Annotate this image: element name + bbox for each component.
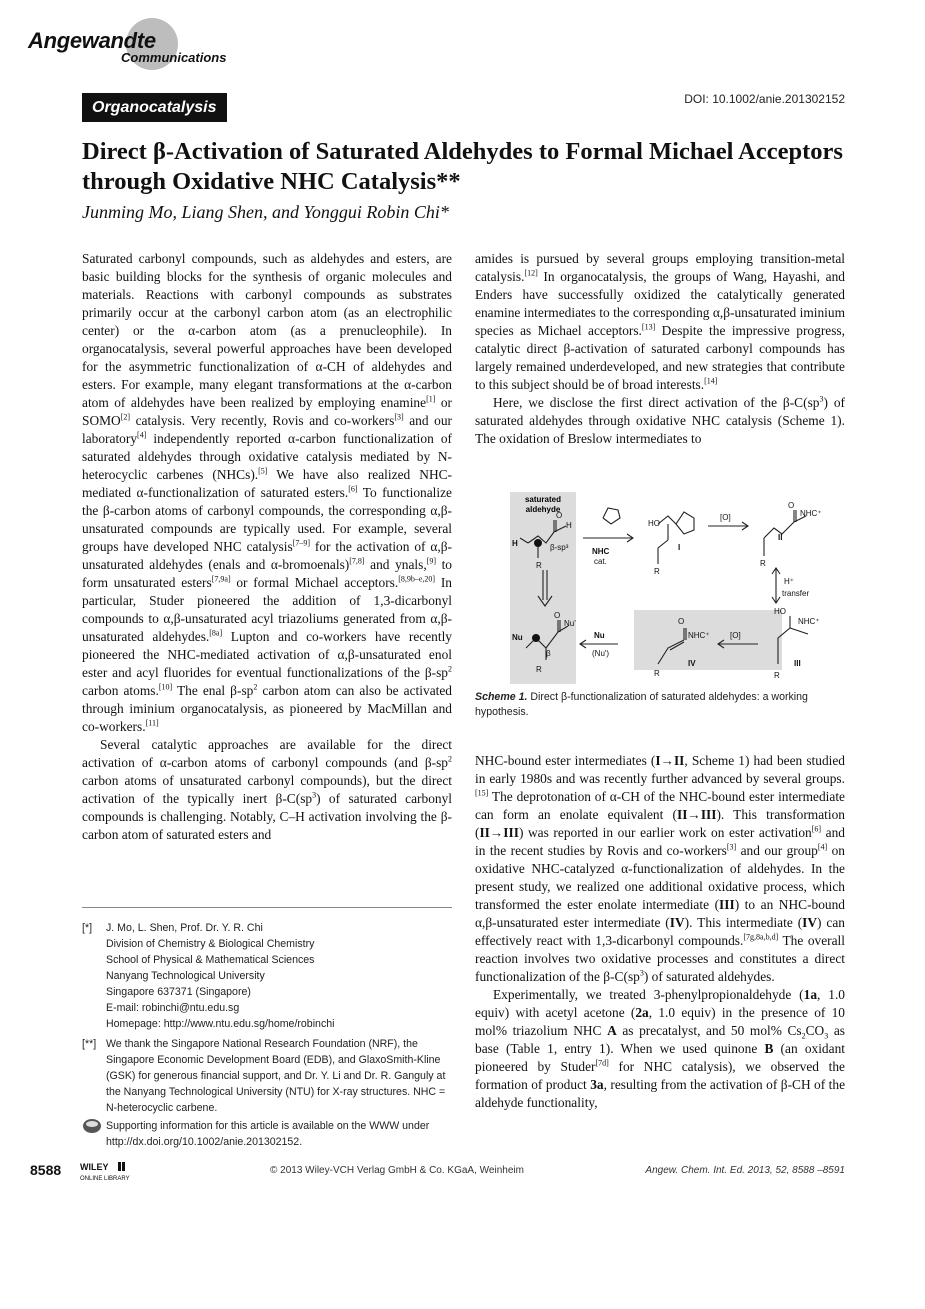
footnote-thanks: We thank the Singapore National Research Foundation (NRF), the Singapore Economic Development Board (EDB), and GlaxoSmith-Kline (GSK) for generous financial support, and Dr. Y. Li and Dr. R. Ganguly at the Nanyang Technological University (NTU) for X-ray structures. NHC = N-heterocyclic carbene. (106, 1038, 446, 1114)
supporting-information (82, 1118, 454, 1150)
email-line[interactable]: E-mail: robinchi@ntu.edu.sg (106, 1002, 240, 1014)
svg-text:(Nu'): (Nu') (592, 649, 610, 658)
svg-text:Nu: Nu (512, 633, 523, 642)
svg-text:II: II (778, 533, 783, 542)
footnote-address-body (106, 920, 454, 1032)
scheme-label-aldehyde: aldehyde (525, 505, 561, 514)
svg-text:R: R (536, 665, 542, 674)
svg-text:NHC⁺: NHC⁺ (798, 617, 820, 626)
svg-text:III: III (794, 659, 801, 668)
svg-text:R: R (774, 671, 780, 680)
svg-text:NHC⁺: NHC⁺ (688, 631, 710, 640)
svg-text:R: R (760, 559, 766, 568)
scheme-1-diagram (508, 488, 846, 688)
journal-citation: Angew. Chem. Int. Ed. 2013, 52, 8588 –8591 (645, 1165, 845, 1176)
svg-text:NHC: NHC (592, 547, 610, 556)
svg-text:ONLINE LIBRARY: ONLINE LIBRARY (80, 1176, 130, 1182)
footnote-acknowledgement (82, 1036, 454, 1116)
paragraph: Experimentally, we treated 3-phenylpropionaldehyde (1a, 1.0 equiv) with acetyl acetone (2a, 1.0 equiv) in the presence of 10 mol% triazolium NHC A as precatalyst, and 50 mol% $Cs_2CO_3$ as base (Table 1, entry 1). When we used quinone B (an oxidant pioneered by Studer[7d] for NHC catalysis), we observed the formation of product 3a, resulting from the activation of β-CH of the aldehyde functionality, (475, 987, 846, 1110)
paragraph: Saturated carbonyl compounds, such as aldehydes and esters, are basic building blocks for the synthesis of organic molecules and materials. Reactions with carbonyl compounds as substrates primarily occur at the carbonyl carbon atom (as an electrophilic center) or the α-carbon atom (as a prenucleophile). In organocatalysis, several powerful approaches have been developed for the asymmetric functionalization of α-CH of aldehydes and esters. For example, many elegant transformations at the α-carbon atom of aldehydes have been realized by employing enamine[1] or SOMO[2] catalysis. Very recently, Rovis and co-workers[3] and our laboratory[4] independently reported α-carbon functionalization of saturated aldehydes through oxidative catalysis mediated by N-heterocyclic carbenes (NHCs).[5] We have also realized NHC-mediated α-functionalization of saturated esters.[6] To functionalize the β-carbon atoms of carbonyl compounds, the corresponding α,β-unsaturated compounds are typically used. For example, several groups have developed NHC catalysis[7–9] for the activation of α,β-unsaturated aldehydes (enals and α-bromoenals)[7,8] and ynals,[9] to form unsaturated esters[7,9a] or formal Michael acceptors.[8,9b–e,20] In particular, Studer pioneered the addition of 1,3-dicarbonyl compounds to α,β-unsaturated acyl triazoliums generated from α,β-unsaturated aldehydes.[8a] Lupton and co-workers have recently pioneered the NHC-mediated activation of α,β-unsaturated enol ester and acyl fluorides for eventual functionalizations of the $\beta-sp^2$ carbon atoms.[10] The enal $\beta-sp^2$ carbon atom can also be activated through iminium organocatalysis, as pioneered by MacMillan and co-workers.[11] (82, 251, 453, 734)
doi: DOI: 10.1002/anie.201302152 (684, 92, 845, 106)
scheme-highlight-box-iv (634, 610, 782, 670)
footnote-mark: [*] (82, 922, 93, 934)
body-column-left (82, 250, 452, 844)
svg-text:O: O (788, 501, 795, 510)
svg-text:cat.: cat. (594, 557, 607, 566)
address-line: Singapore 637371 (Singapore) (106, 986, 251, 998)
svg-text:[O]: [O] (730, 631, 741, 640)
svg-text:H: H (566, 521, 572, 530)
scheme-label-saturated-aldehyde: saturated (524, 495, 562, 504)
address-line: Division of Chemistry & Biological Chemistry (106, 938, 315, 950)
footnote-address (82, 920, 454, 1032)
journal-logo (28, 18, 258, 78)
supporting-info-text[interactable]: Supporting information for this article is available on the WWW under http://dx.doi.org/10.1002/anie.201302152. (106, 1120, 430, 1148)
svg-text:transfer: transfer (782, 589, 810, 598)
paragraph: amides is pursued by several groups employing transition-metal catalysis.[12] In organocatalysis, the groups of Wang, Hayashi, and Enders have successfully oxidized the catalytically generated enamine intermediates to the corresponding α,β-unsaturated iminium species as Michael acceptors.[13] Despite the impressive progress, catalytic direct β-activation of saturated carbonyl compounds has largely remained underdeveloped, and new strategies that contribute to this subject should be of broad interests.[14] (475, 251, 845, 392)
svg-text:O: O (556, 511, 563, 520)
page-number: 8588 (30, 1162, 62, 1178)
scheme-caption-text: Direct β-functionalization of saturated aldehydes: a working hypothesis. (475, 691, 808, 718)
svg-text:HO: HO (774, 607, 786, 616)
svg-text:[O]: [O] (720, 513, 731, 522)
address-line: School of Physical & Mathematical Sciences (106, 954, 315, 966)
svg-text:IV: IV (688, 659, 696, 668)
svg-text:Nu': Nu' (564, 619, 576, 628)
paragraph: Here, we disclose the first direct activation of the $\beta-C(sp^3)$ of saturated aldehydes through oxidative NHC catalysis (Scheme 1). The oxidation of Breslow intermediates to (475, 394, 845, 446)
svg-text:I: I (678, 543, 681, 552)
journal-name: Angewandte (28, 28, 156, 53)
svg-text:O: O (554, 611, 561, 620)
scheme-caption-label: Scheme 1. (475, 691, 528, 703)
svg-text:Nu: Nu (594, 631, 605, 640)
section-tag: Organocatalysis (82, 93, 227, 122)
svg-text:R: R (536, 561, 542, 570)
body-column-right-top (475, 250, 845, 448)
wiley-online-library-logo (80, 1161, 152, 1183)
svg-text:β-sp³: β-sp³ (550, 543, 569, 552)
address-line: J. Mo, L. Shen, Prof. Dr. Y. R. Chi (106, 922, 263, 934)
svg-text:H⁺: H⁺ (784, 577, 794, 586)
homepage-line[interactable]: Homepage: http://www.ntu.edu.sg/home/robinchi (106, 1018, 335, 1030)
body-column-right-bottom (475, 752, 845, 1112)
footnotes (82, 920, 454, 1150)
scheme-caption (475, 690, 847, 720)
supporting-info-icon (82, 1118, 102, 1134)
svg-text:β: β (546, 649, 551, 658)
paragraph: NHC-bound ester intermediates (I→II, Scheme 1) had been studied in early 1980s and was recently further advanced by several groups.[15] The deprotonation of α-CH of the NHC-bound ester intermediate can form an enolate equivalent (II→III). This transformation (II→III) was reported in our earlier work on ester activation[6] and in the recent studies by Rovis and co-workers[3] and our group[4] on oxidative NHC-catalyzed α-functionalization of aldehydes. In the present study, we realized one additional oxidative process, which transformed the ester enolate intermediate (III) to an NHC-bound α,β-unsaturated ester intermediate (IV). This intermediate (IV) can effectively react with 1,3-dicarbonyl compounds.[7g,8a,b,d] The overall reaction involves two oxidative processes and constitutes a direct functionalization of the $\beta-C(sp^3)$ of saturated aldehydes. (475, 753, 846, 984)
svg-text:HO: HO (648, 519, 660, 528)
svg-text:WILEY: WILEY (80, 1162, 109, 1172)
address-line: Nanyang Technological University (106, 970, 265, 982)
svg-text:H: H (512, 539, 518, 548)
footnote-divider (82, 907, 452, 908)
journal-section-type: Communications (121, 50, 227, 65)
page-footer (0, 1162, 925, 1186)
svg-text:R: R (654, 669, 660, 678)
copyright: © 2013 Wiley-VCH Verlag GmbH & Co. KGaA, Weinheim (270, 1165, 524, 1176)
article-title: Direct β-Activation of Saturated Aldehydes to Formal Michael Acceptors through Oxidative NHC Catalysis** (82, 138, 843, 195)
paragraph: Several catalytic approaches are available for the direct activation of α-carbon atoms of carbonyl compounds (and $\beta-sp^2$ carbon atoms of unsaturated carbonyl compounds), but the direct activation of the typically inert $\beta-C(sp^3)$ of saturated carbonyl compounds is challenging. Notably, C–H activation involving the β-carbon atom of saturated esters and (82, 737, 452, 842)
svg-text:R: R (654, 567, 660, 576)
svg-text:O: O (678, 617, 685, 626)
article-authors: Junming Mo, Liang Shen, and Yonggui Robin Chi* (82, 202, 449, 222)
svg-text:NHC⁺: NHC⁺ (800, 509, 822, 518)
footnote-mark: [**] (82, 1038, 97, 1050)
